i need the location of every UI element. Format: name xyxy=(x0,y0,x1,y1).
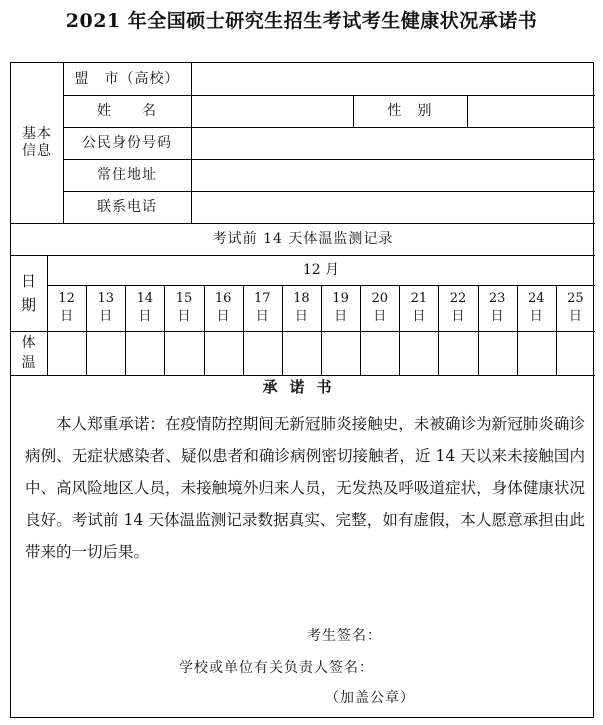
row-value-address[interactable] xyxy=(191,159,595,191)
day-unit: 日 xyxy=(294,309,308,324)
pledge-form xyxy=(10,62,594,718)
day-unit: 日 xyxy=(373,309,387,324)
basic-info-group-label xyxy=(11,63,63,223)
day-cell xyxy=(399,285,438,331)
day-unit: 日 xyxy=(490,309,504,324)
day-number: 23 xyxy=(488,291,506,306)
row-label-address: 常住地址 xyxy=(97,166,157,183)
day-unit: 日 xyxy=(412,309,426,324)
temperature-cell[interactable] xyxy=(204,331,243,375)
day-number: 19 xyxy=(332,291,349,306)
day-cell xyxy=(125,285,164,331)
day-number: 14 xyxy=(136,291,154,306)
day-cell xyxy=(47,285,86,331)
row-label-phone: 联系电话 xyxy=(97,198,157,215)
day-cell xyxy=(282,285,321,331)
day-cell xyxy=(556,285,595,331)
grid-line xyxy=(467,95,468,127)
pledge-heading: 承诺书 xyxy=(262,378,344,396)
day-unit: 日 xyxy=(451,309,465,324)
day-unit: 日 xyxy=(177,309,191,324)
group-label-line-2: 信息 xyxy=(22,143,52,159)
official-signature-label: 学校或单位有关负责人签名： xyxy=(179,660,374,676)
date-label-line-1: 日 xyxy=(20,272,37,290)
grid-line xyxy=(63,95,595,96)
day-number: 17 xyxy=(254,291,271,306)
month-label: 12 月 xyxy=(302,261,340,278)
temperature-cell[interactable] xyxy=(125,331,164,375)
day-cell xyxy=(164,285,203,331)
temperature-cell[interactable] xyxy=(478,331,517,375)
row-value-city[interactable] xyxy=(191,63,595,95)
day-number: 18 xyxy=(293,291,310,306)
day-unit: 日 xyxy=(529,309,543,324)
examinee-signature-label: 考生签名： xyxy=(307,628,382,644)
grid-line xyxy=(47,255,48,375)
temperature-cell[interactable] xyxy=(86,331,125,375)
temperature-cell[interactable] xyxy=(399,331,438,375)
temperature-cell[interactable] xyxy=(47,331,86,375)
temperature-cell[interactable] xyxy=(517,331,556,375)
day-cell xyxy=(243,285,282,331)
day-unit: 日 xyxy=(568,309,582,324)
temperature-cell[interactable] xyxy=(360,331,399,375)
day-cell xyxy=(204,285,243,331)
day-number: 25 xyxy=(567,291,584,306)
day-cell xyxy=(438,285,477,331)
temperature-cell[interactable] xyxy=(282,331,321,375)
row-value-name[interactable] xyxy=(191,95,353,127)
day-cell xyxy=(86,285,125,331)
temp-label-line-2: 温 xyxy=(21,355,37,371)
temperature-cell[interactable] xyxy=(556,331,595,375)
row-label-name: 姓 名 xyxy=(97,102,157,119)
seal-note: （加盖公章） xyxy=(325,690,415,706)
day-cell xyxy=(360,285,399,331)
row-value-phone[interactable] xyxy=(191,191,595,223)
grid-line xyxy=(63,63,64,223)
row-value-id-number[interactable] xyxy=(191,127,595,159)
grid-line xyxy=(63,159,595,160)
day-unit: 日 xyxy=(255,309,269,324)
day-number: 21 xyxy=(410,291,428,306)
document-title: 2021 年全国硕士研究生招生考试考生健康状况承诺书 xyxy=(65,10,538,32)
temperature-cell[interactable] xyxy=(243,331,282,375)
date-label-line-2: 期 xyxy=(20,296,37,314)
day-number: 15 xyxy=(175,291,193,306)
day-number: 12 xyxy=(58,291,75,306)
gender-label: 性 别 xyxy=(387,102,433,119)
temperature-cell[interactable] xyxy=(438,331,477,375)
temperature-section-title: 考试前 14 天体温监测记录 xyxy=(212,230,394,247)
day-number: 22 xyxy=(449,291,467,306)
gender-value[interactable] xyxy=(467,95,595,127)
date-row-label xyxy=(11,255,47,331)
day-unit: 日 xyxy=(60,309,74,324)
day-cell xyxy=(517,285,556,331)
day-cell xyxy=(321,285,360,331)
temperature-cell[interactable] xyxy=(321,331,360,375)
pledge-body: 本人郑重承诺：在疫情防控期间无新冠肺炎接触史，未被确诊为新冠肺炎确诊病例、无症状感染者、疑似患者和确诊病例密切接触者，近 14 天以来未接触国内中、高风险地区人员，未接触境外归来人员，无发热及呼吸道症状，身体健康状况良好。考试前 14 天体温监测记录数据真实、完整，如有虚假，本人愿意承担由此带来的一切后果。 xyxy=(25,415,585,561)
day-number: 16 xyxy=(214,291,232,306)
row-label-city: 盟 市（高校） xyxy=(74,70,180,87)
group-label-line-1: 基本 xyxy=(22,126,52,143)
grid-line xyxy=(63,127,595,128)
temperature-row-label xyxy=(11,331,47,375)
day-unit: 日 xyxy=(334,309,348,324)
grid-line xyxy=(191,63,192,223)
grid-line xyxy=(353,95,354,127)
day-unit: 日 xyxy=(99,309,113,324)
day-unit: 日 xyxy=(216,309,230,324)
grid-line xyxy=(63,191,595,192)
temp-label-line-1: 体 xyxy=(21,335,37,351)
day-number: 20 xyxy=(371,291,388,306)
day-unit: 日 xyxy=(138,309,152,324)
temperature-cell[interactable] xyxy=(164,331,203,375)
day-cell xyxy=(478,285,517,331)
day-number: 13 xyxy=(97,291,114,306)
day-number: 24 xyxy=(528,291,545,306)
row-label-id-number: 公民身份号码 xyxy=(82,134,172,151)
